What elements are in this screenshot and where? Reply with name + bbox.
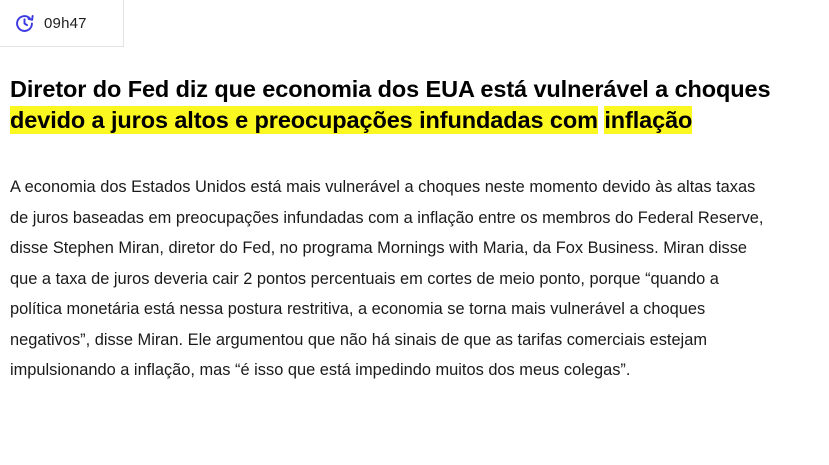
clock-icon <box>14 13 44 34</box>
headline-text-plain-2: choques <box>674 75 771 102</box>
article-paragraph: A economia dos Estados Unidos está mais vulnerável a choques neste momento devido às altas taxas de juros baseadas em preocupações infundadas com a inflação entre os membros do Federal Reserve, disse Stephen Miran, diretor do Fed, no programa Mornings with Maria, da Fox Business. Miran disse que a taxa de juros deveria cair 2 pontos percentuais em cortes de meio ponto, porque “quando a política monetária está nessa postura restritiva, a economia se torna mais vulnerável a choques negativos”, disse Miran. Ele argumentou que não há sinais de que as tarifas comerciais estejam impulsionando a inflação, mas “é isso que está impedindo muitos dos meus colegas”. <box>10 178 764 379</box>
timestamp-label: 09h47 <box>44 14 87 32</box>
headline-text-plain: Diretor do Fed diz que economia dos EUA está vulnerável a <box>10 75 675 102</box>
article-body <box>10 172 772 386</box>
headline-highlight-2: inflação <box>604 106 693 133</box>
timestamp-bar <box>0 0 124 47</box>
page-title <box>10 74 780 136</box>
headline-highlight: devido a juros altos e preocupações infundadas com <box>10 106 598 133</box>
